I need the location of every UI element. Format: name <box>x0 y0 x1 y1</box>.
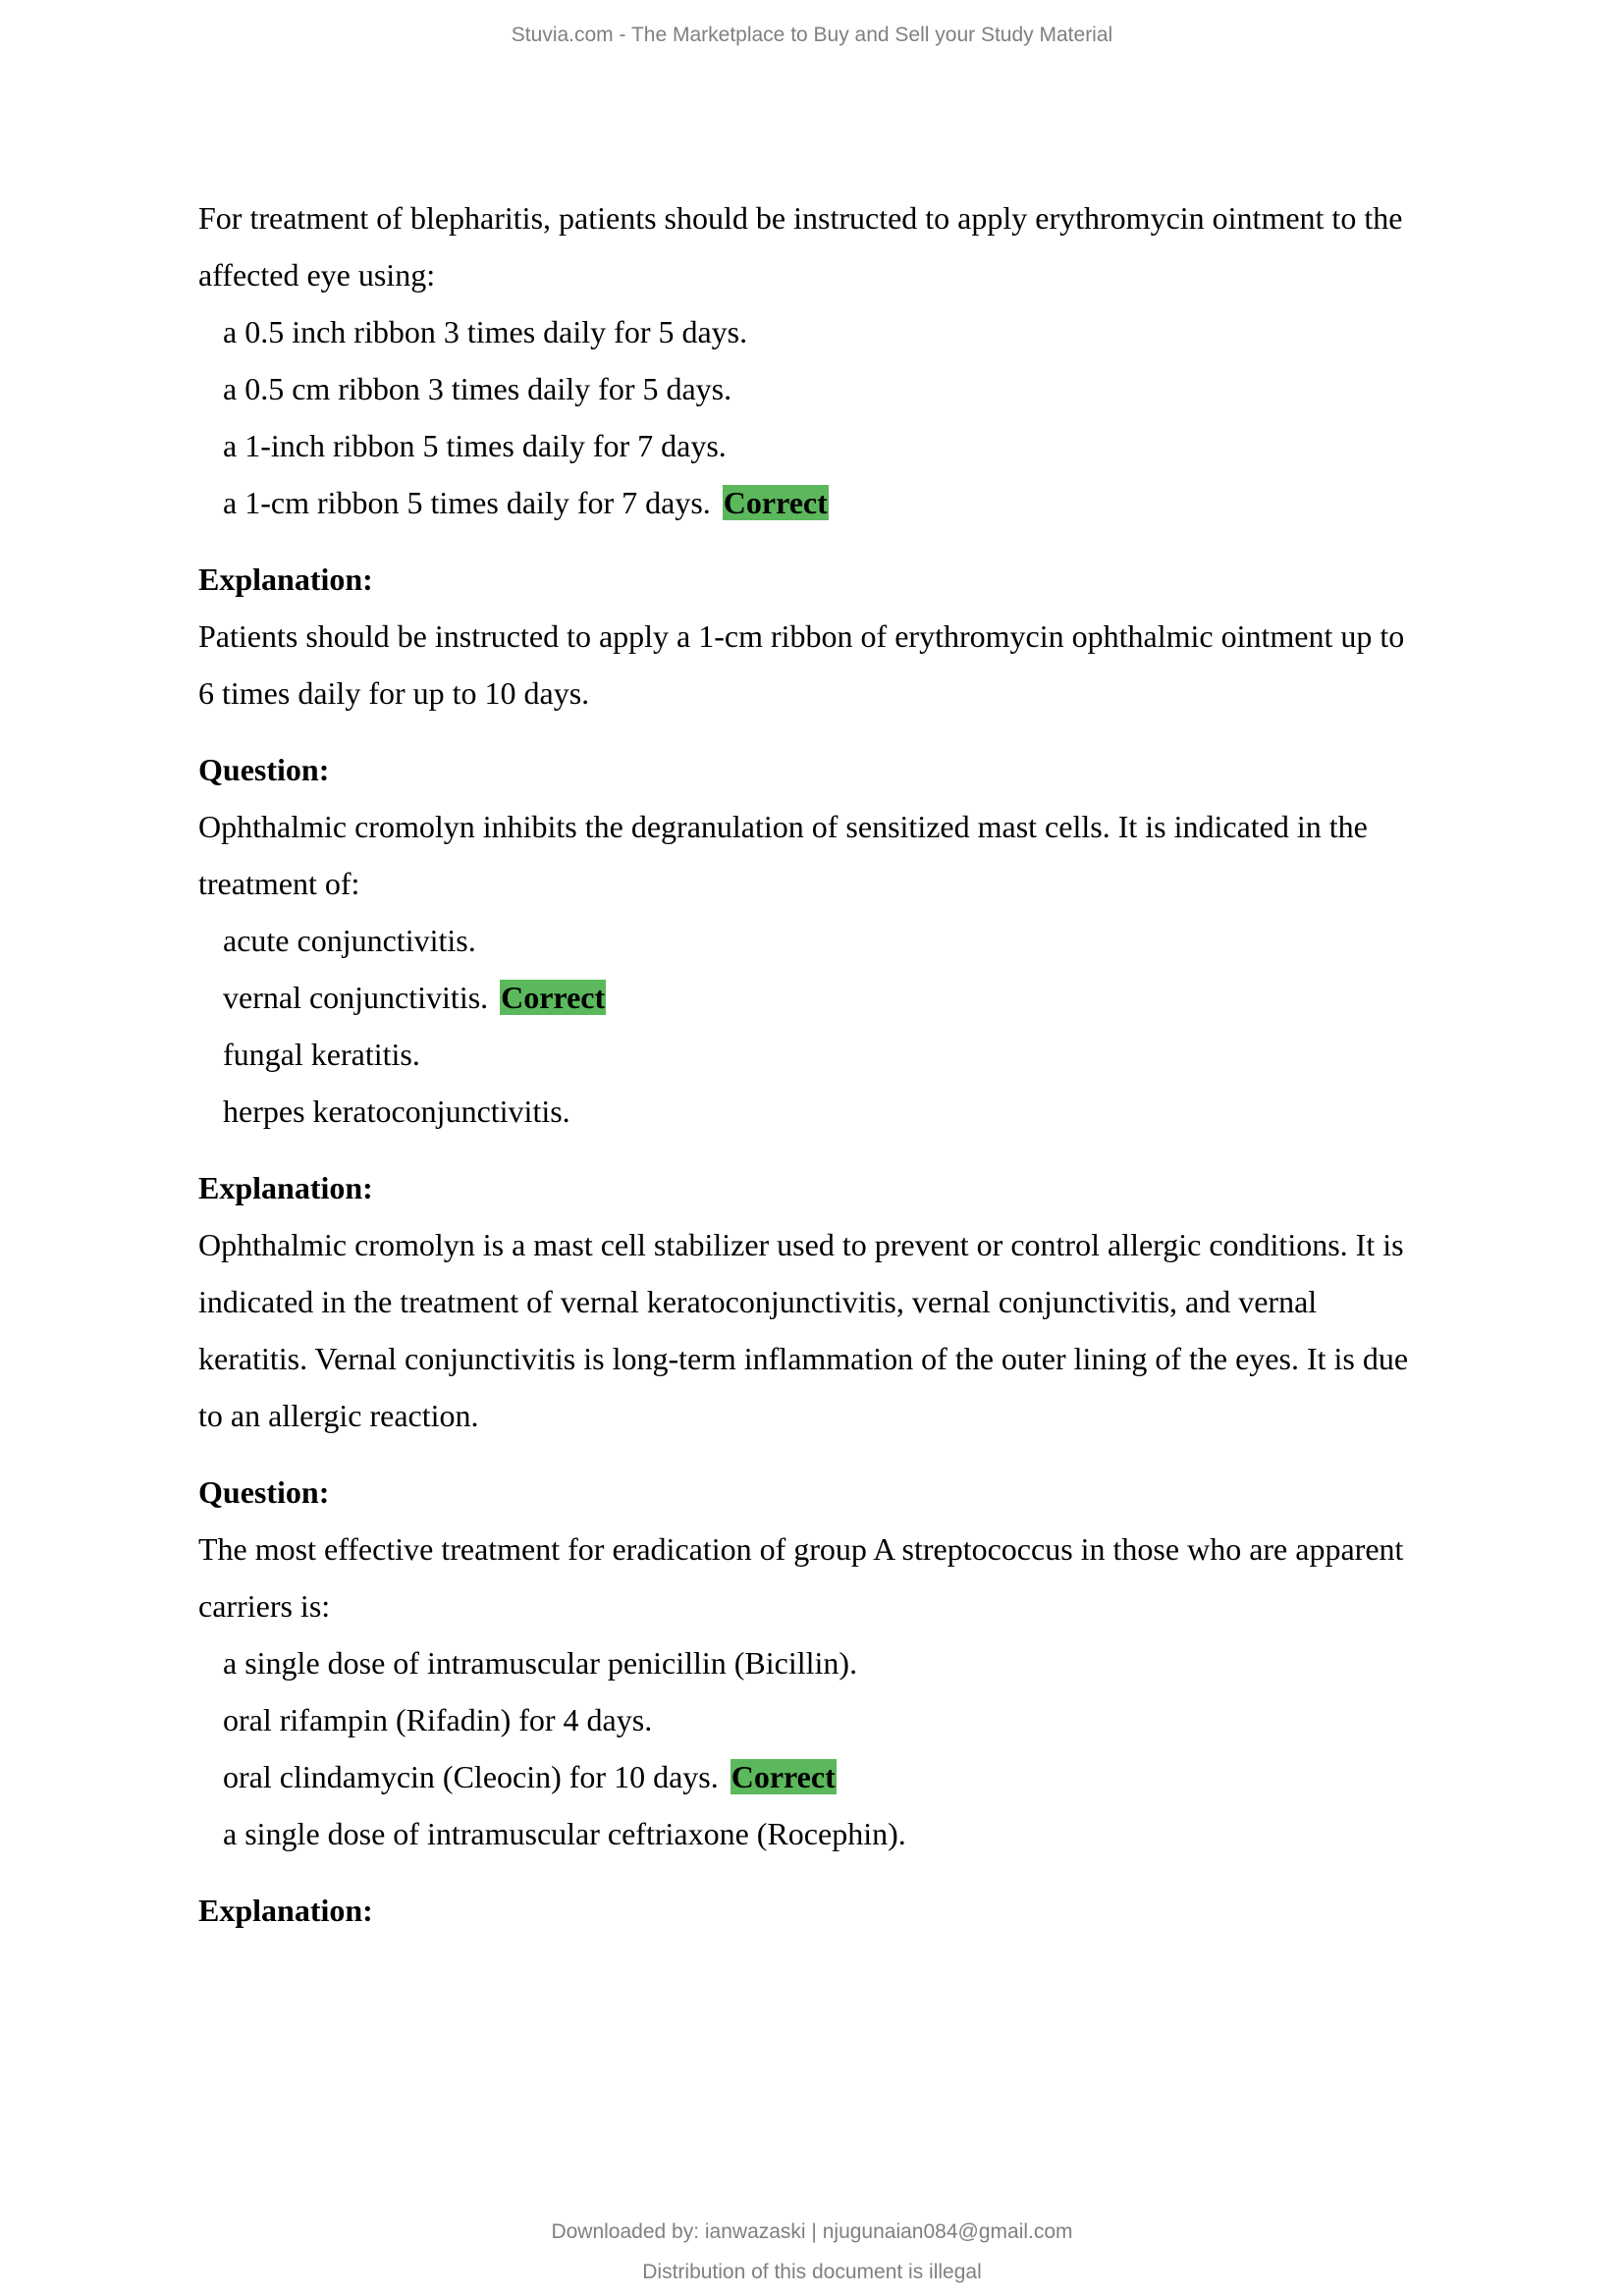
question-text: The most effective treatment for eradication of group A streptococcus in those who are apparent <box>198 1531 1404 1567</box>
answer-option: oral rifampin (Rifadin) for 4 days. <box>223 1702 653 1737</box>
explanation-heading: Explanation: <box>198 561 373 597</box>
explanation-text: Patients should be instructed to apply a 1-cm ribbon of erythromycin ophthalmic ointment up to <box>198 618 1405 654</box>
explanation-heading: Explanation: <box>198 1170 373 1205</box>
explanation-text: keratitis. Vernal conjunctivitis is long-term inflammation of the outer lining of the eyes. It is due <box>198 1341 1409 1376</box>
explanation-text: 6 times daily for up to 10 days. <box>198 675 590 711</box>
footer-distribution-notice: Distribution of this document is illegal <box>642 2261 982 2283</box>
answer-option: a 0.5 inch ribbon 3 times daily for 5 days. <box>223 314 748 349</box>
footer-downloaded-by: Downloaded by: ianwazaski | njugunaian084@gmail.com <box>551 2220 1073 2243</box>
document-body <box>198 189 1475 1939</box>
answer-option-correct <box>198 969 1475 1026</box>
explanation-text: Ophthalmic cromolyn is a mast cell stabilizer used to prevent or control allergic conditions. It is <box>198 1227 1404 1262</box>
question-heading: Question: <box>198 1474 330 1510</box>
answer-option-text: a 1-cm ribbon 5 times daily for 7 days. <box>223 485 711 520</box>
explanation-heading: Explanation: <box>198 1893 373 1928</box>
answer-option: herpes keratoconjunctivitis. <box>223 1094 570 1129</box>
explanation-text: to an allergic reaction. <box>198 1398 479 1433</box>
question-text: carriers is: <box>198 1588 331 1624</box>
question-heading: Question: <box>198 752 330 787</box>
answer-option-correct <box>198 1748 1475 1805</box>
answer-option: a single dose of intramuscular penicillin (Bicillin). <box>223 1645 858 1681</box>
question-text: affected eye using: <box>198 257 436 293</box>
correct-badge: Correct <box>501 980 606 1015</box>
answer-option-correct <box>198 474 1475 531</box>
correct-badge: Correct <box>731 1759 836 1794</box>
question-text: treatment of: <box>198 866 360 901</box>
question-text: For treatment of blepharitis, patients should be instructed to apply erythromycin ointment to the <box>198 200 1403 236</box>
question-text: Ophthalmic cromolyn inhibits the degranulation of sensitized mast cells. It is indicated in the <box>198 809 1368 844</box>
answer-option: acute conjunctivitis. <box>223 923 476 958</box>
answer-option-text: vernal conjunctivitis. <box>223 980 489 1015</box>
explanation-text: indicated in the treatment of vernal keratoconjunctivitis, vernal conjunctivitis, and vernal <box>198 1284 1318 1319</box>
answer-option: fungal keratitis. <box>223 1037 420 1072</box>
answer-option: a 0.5 cm ribbon 3 times daily for 5 days. <box>223 371 732 406</box>
answer-option: a single dose of intramuscular ceftriaxone (Rocephin). <box>223 1816 906 1851</box>
correct-badge: Correct <box>723 485 828 520</box>
page-header: Stuvia.com - The Marketplace to Buy and Sell your Study Material <box>511 24 1113 46</box>
answer-option-text: oral clindamycin (Cleocin) for 10 days. <box>223 1759 719 1794</box>
answer-option: a 1-inch ribbon 5 times daily for 7 days. <box>223 428 727 463</box>
